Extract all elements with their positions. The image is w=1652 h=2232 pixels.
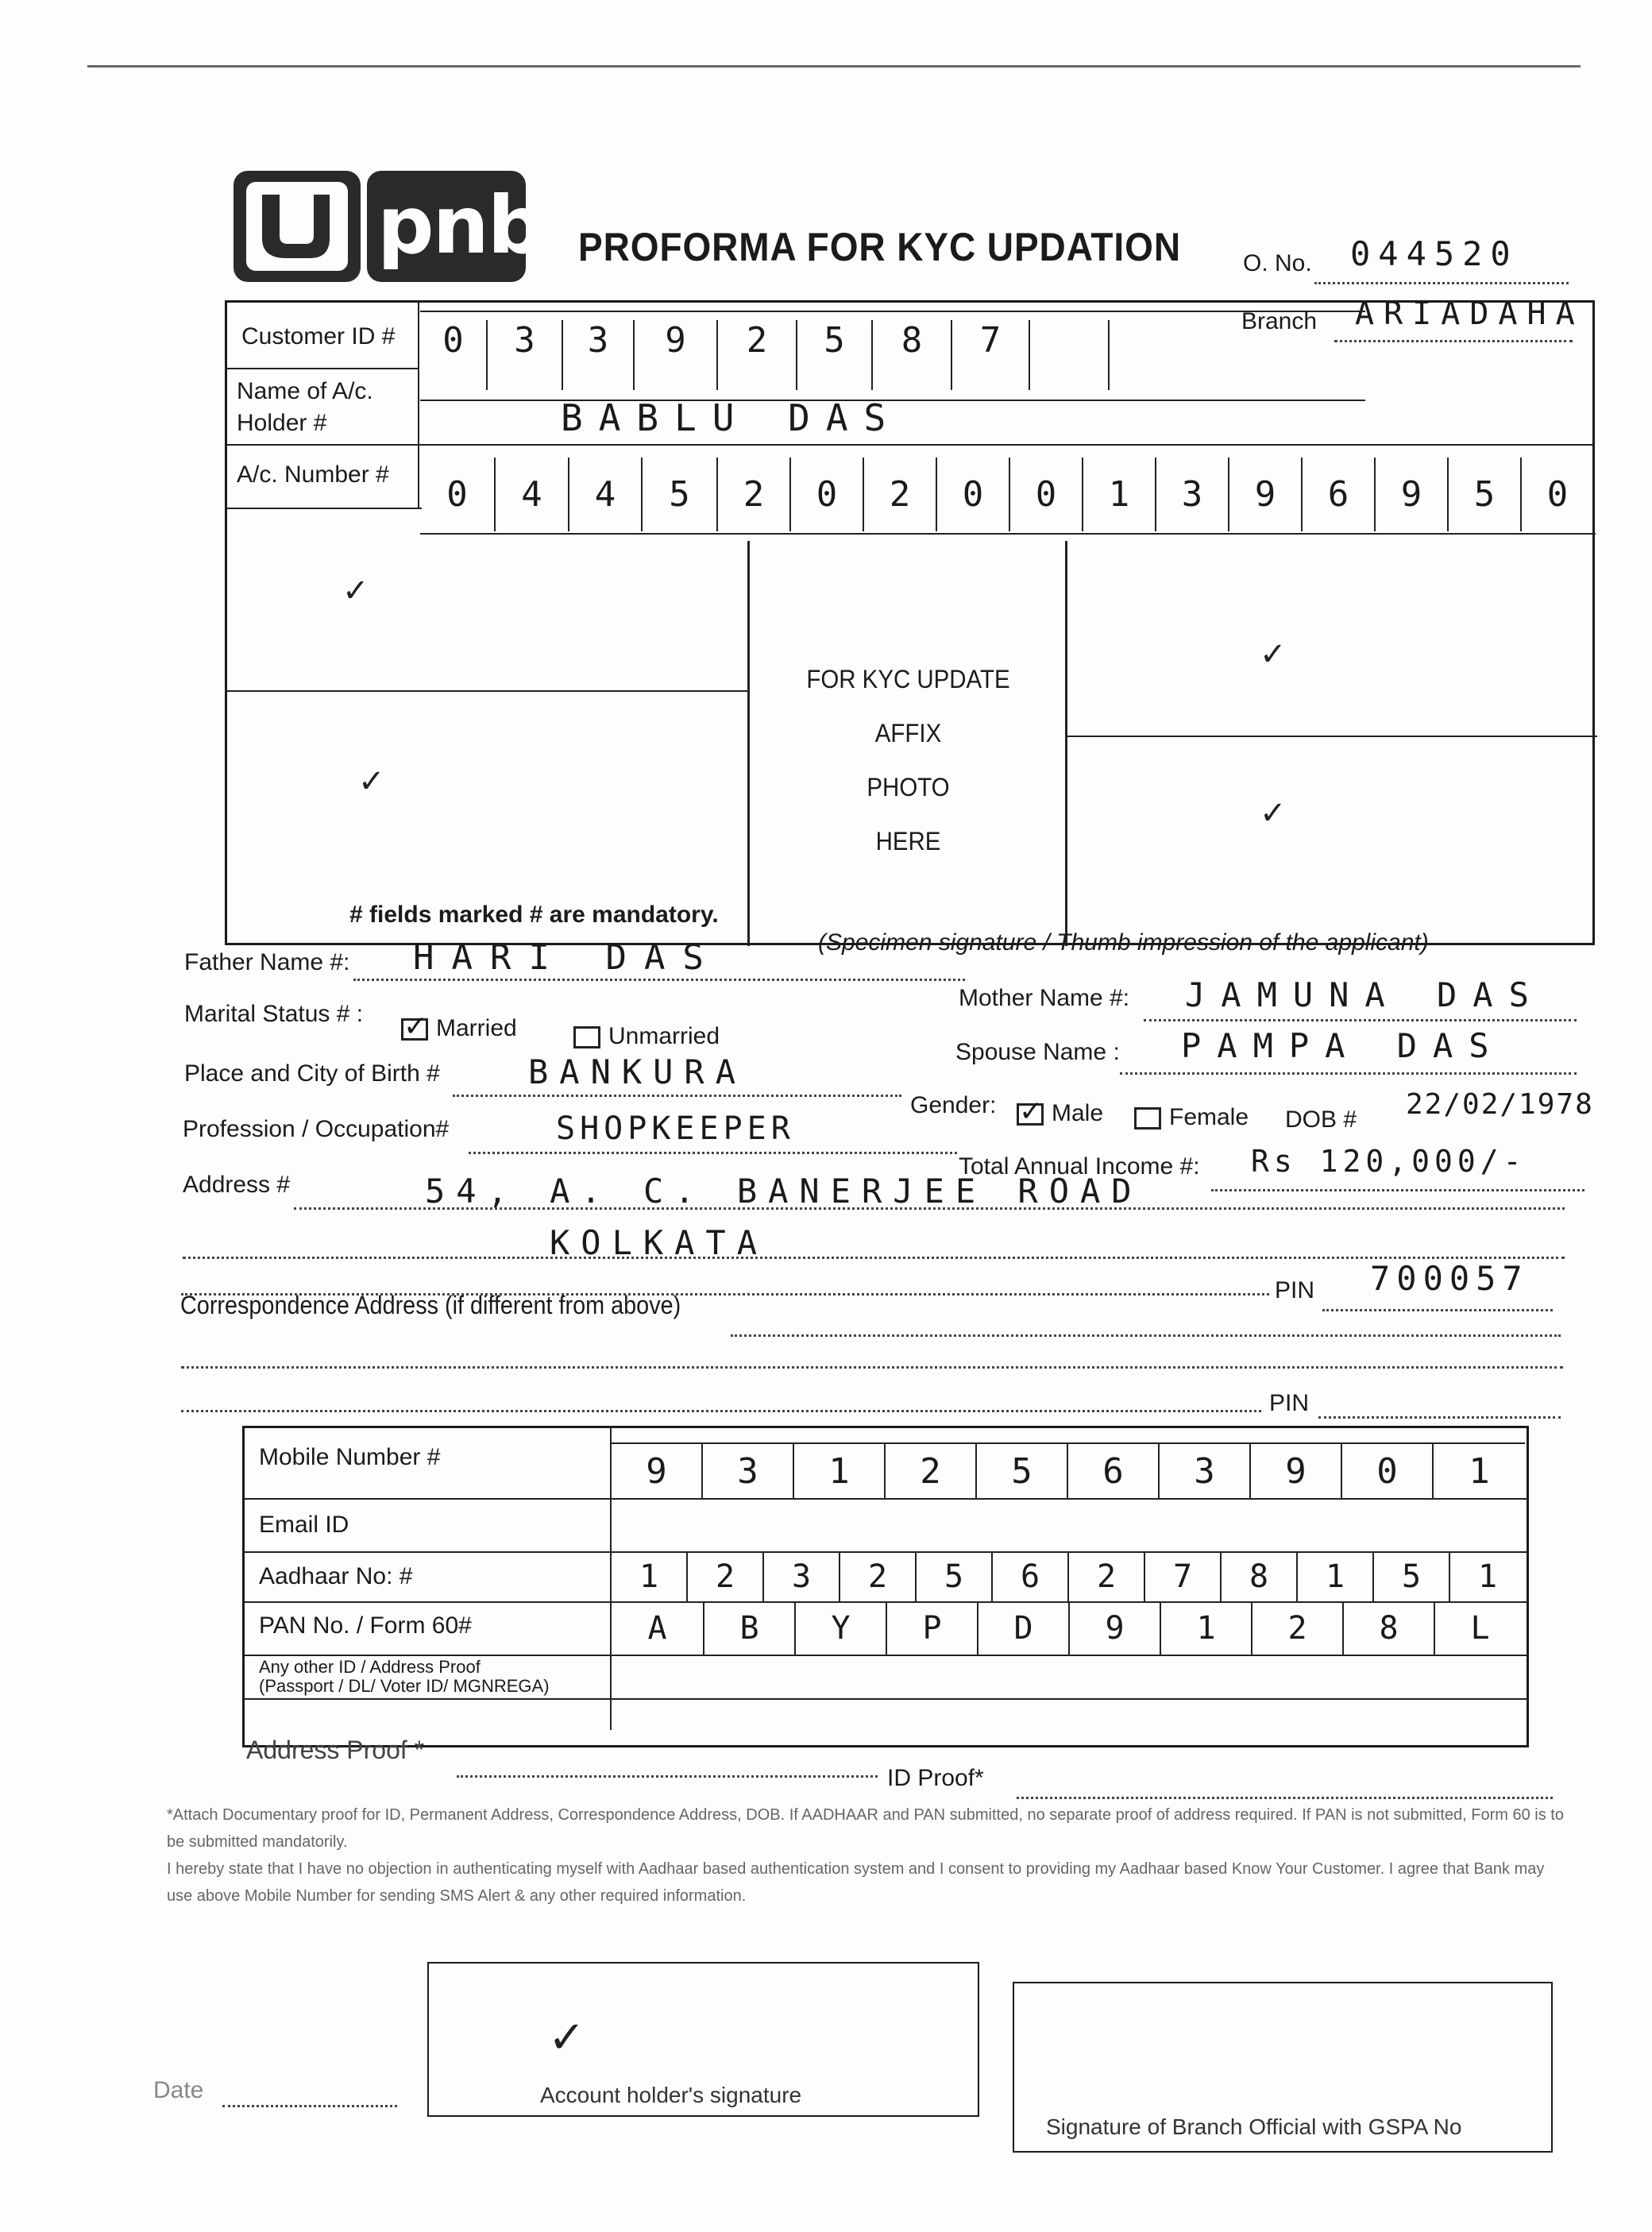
checkmark-icon: ✓ — [1019, 1095, 1044, 1128]
branch-signature-label: Signature of Branch Official with GSPA No — [1046, 2114, 1462, 2139]
corr-dotted-2 — [181, 1366, 1563, 1369]
ac-number-digit: 2 — [864, 458, 937, 531]
mobile-grid — [612, 1442, 1525, 1500]
aadhaar-digit: 8 — [1222, 1553, 1298, 1601]
mobile-label: Mobile Number # — [259, 1444, 441, 1470]
customer-id-label: Customer ID # — [241, 323, 396, 349]
row-divider — [227, 368, 418, 369]
customer-id-digit — [1030, 320, 1110, 390]
fine-print-2: I hereby state that I have no objection in authenticating myself with Aadhaar based authentication system and I consent to providing my Aadhaar based Know Your Customer. I agree that Bank may use above Mobile Number for sending SMS Alert & any other required information. — [167, 1860, 1545, 1905]
email-label: Email ID — [259, 1512, 349, 1538]
o-no-dotted — [1314, 282, 1569, 284]
pin-label: PIN — [1275, 1277, 1315, 1303]
mother-value: JAMUNA DAS — [1185, 975, 1545, 1014]
aadhaar-grid — [612, 1553, 1525, 1601]
address-proof-dotted — [457, 1775, 878, 1778]
checkmark-icon: ✓ — [342, 573, 369, 608]
gender-label: Gender: — [910, 1092, 997, 1118]
ac-number-digit: 4 — [569, 458, 643, 531]
mobile-digit: 9 — [612, 1444, 703, 1500]
ac-number-digit: 0 — [1546, 474, 1569, 515]
mother-label: Mother Name #: — [959, 985, 1130, 1011]
mobile-digit: 3 — [1160, 1444, 1251, 1500]
customer-id-grid — [420, 311, 1365, 401]
ac-number-digit: 4 — [496, 458, 569, 531]
o-no-label: O. No. — [1243, 250, 1312, 276]
ac-number-digit: 0 — [420, 458, 496, 531]
ac-number-digit: 0 — [937, 458, 1010, 531]
scan-edge-line — [87, 65, 1581, 68]
account-holder-signature-box — [427, 1962, 979, 2117]
dob-value: 22/02/1978 — [1406, 1088, 1594, 1121]
corr-dotted-3 — [181, 1410, 1261, 1412]
aadhaar-digit: 5 — [1374, 1553, 1450, 1601]
checkmark-icon: ✓ — [358, 764, 385, 799]
id-proof-dotted — [1017, 1797, 1553, 1799]
mobile-digit: 1 — [794, 1444, 886, 1500]
female-checkbox[interactable] — [1134, 1107, 1161, 1130]
father-value: HARI DAS — [413, 937, 721, 978]
branch-label: Branch — [1241, 308, 1318, 334]
customer-id-digit: 8 — [873, 320, 952, 390]
customer-id-digit: 3 — [563, 320, 635, 390]
aadhaar-digit: 5 — [917, 1553, 993, 1601]
sig-row-divider-right — [1067, 736, 1597, 737]
ac-number-digit: 5 — [643, 458, 718, 531]
income-dotted — [1211, 1189, 1584, 1191]
corr-pin-dotted — [1318, 1416, 1561, 1419]
pan-char: A — [612, 1603, 704, 1655]
sig-col-divider-right — [1065, 541, 1067, 946]
pan-char: 2 — [1253, 1603, 1344, 1655]
father-label: Father Name #: — [184, 949, 350, 975]
aadhaar-digit: 2 — [1069, 1553, 1145, 1601]
form-title: PROFORMA FOR KYC UPDATION — [578, 225, 1181, 269]
id-proof-label: ID Proof* — [887, 1765, 984, 1791]
sig-row-divider-left — [227, 690, 747, 692]
birth-label: Place and City of Birth # — [184, 1060, 440, 1087]
address-line2: KOLKATA — [550, 1223, 769, 1262]
name-label-line1: Name of A/c. — [237, 378, 373, 404]
spouse-value: PAMPA DAS — [1181, 1026, 1505, 1065]
profession-value: SHOPKEEPER — [556, 1110, 795, 1147]
account-table — [225, 300, 1595, 945]
date-dotted — [222, 2105, 397, 2107]
birth-dotted — [453, 1095, 901, 1097]
logo-text: pnb — [377, 179, 543, 272]
pan-char: 1 — [1161, 1603, 1253, 1655]
customer-id-digit: 9 — [635, 320, 718, 390]
mobile-digit: 0 — [1342, 1444, 1434, 1500]
pan-char: B — [704, 1603, 796, 1655]
male-option[interactable] — [1017, 1095, 1104, 1128]
pan-char: L — [1470, 1610, 1490, 1647]
ac-number-digit: 5 — [1449, 458, 1522, 531]
label-col-divider — [418, 303, 419, 509]
id-row-divider — [245, 1698, 1527, 1700]
branch-signature-box — [1013, 1982, 1553, 2153]
profession-dotted — [469, 1152, 957, 1154]
income-value: Rs 120,000/- — [1251, 1144, 1527, 1179]
father-dotted — [353, 979, 965, 981]
birth-value: BANKURA — [528, 1052, 747, 1091]
ac-number-digit: 2 — [718, 458, 791, 531]
unmarried-option[interactable] — [573, 1023, 720, 1050]
aadhaar-digit: 7 — [1145, 1553, 1222, 1601]
photo-line4: HERE — [875, 827, 941, 855]
aadhaar-digit: 2 — [840, 1553, 917, 1601]
checkmark-icon: ✓ — [403, 1010, 428, 1043]
checkmark-icon: ✓ — [1260, 796, 1287, 831]
other-id-label-line1: Any other ID / Address Proof — [259, 1657, 481, 1677]
aadhaar-digit: 3 — [764, 1553, 840, 1601]
aadhaar-digit: 1 — [612, 1553, 688, 1601]
ac-number-digit: 9 — [1376, 458, 1449, 531]
address-line1: 54, A. C. BANERJEE ROAD — [425, 1172, 1143, 1211]
mobile-digit: 3 — [703, 1444, 794, 1500]
unmarried-checkbox[interactable] — [573, 1026, 600, 1048]
sig-col-divider-left — [747, 541, 750, 946]
aadhaar-label: Aadhaar No: # — [259, 1563, 413, 1589]
mobile-digit: 2 — [886, 1444, 977, 1500]
pin-value: 700057 — [1370, 1259, 1529, 1298]
pan-char: 9 — [1070, 1603, 1161, 1655]
aadhaar-digit: 1 — [1477, 1558, 1498, 1595]
mobile-digit: 5 — [977, 1444, 1068, 1500]
date-label: Date — [153, 2077, 204, 2103]
ac-number-digit: 1 — [1083, 458, 1156, 531]
photo-line2: AFFIX — [874, 719, 942, 747]
corr-dotted-1 — [731, 1334, 1561, 1337]
account-holder-signature-label: Account holder's signature — [540, 2083, 802, 2107]
mobile-digit: 9 — [1251, 1444, 1342, 1500]
pin-dotted — [1322, 1309, 1553, 1311]
address-dotted-2 — [183, 1257, 1565, 1259]
female-option[interactable] — [1134, 1104, 1249, 1131]
ac-number-digit: 9 — [1229, 458, 1303, 531]
married-option[interactable] — [401, 1010, 517, 1043]
fine-print-1: *Attach Documentary proof for ID, Permanent Address, Correspondence Address, DOB. If AADHAAR and PAN submitted, no separate proof of address required. If PAN is not submitted, Form 60 is to be submitted mandatorily. — [167, 1806, 1564, 1851]
customer-id-digit: 5 — [797, 320, 873, 390]
ac-number-digit: 0 — [791, 458, 864, 531]
id-row-divider — [245, 1655, 1527, 1656]
aadhaar-digit: 6 — [993, 1553, 1069, 1601]
pan-grid — [612, 1603, 1525, 1655]
checkmark-icon: ✓ — [548, 2012, 585, 2062]
male-checkbox[interactable] — [1017, 1095, 1044, 1128]
pan-char: P — [887, 1603, 978, 1655]
female-label: Female — [1169, 1104, 1249, 1130]
specimen-note: (Specimen signature / Thumb impression of the applicant) — [818, 929, 1429, 956]
customer-id-digit: 7 — [952, 320, 1030, 390]
address-label: Address # — [183, 1172, 291, 1198]
mobile-digit: 1 — [1469, 1451, 1490, 1492]
ac-number-digit: 3 — [1156, 458, 1229, 531]
address-proof-label: Address Proof * — [246, 1736, 425, 1764]
pan-char: 8 — [1344, 1603, 1435, 1655]
pnb-logo — [230, 163, 543, 290]
photo-line1: FOR KYC UPDATE — [806, 665, 1010, 693]
aadhaar-digit: 2 — [688, 1553, 764, 1601]
mandatory-note: # fields marked # are mandatory. — [349, 902, 719, 928]
pan-char: Y — [796, 1603, 887, 1655]
row-divider — [227, 508, 422, 509]
dob-label: DOB # — [1285, 1106, 1357, 1133]
male-label: Male — [1052, 1100, 1104, 1126]
married-checkbox[interactable] — [401, 1010, 428, 1043]
spouse-dotted — [1120, 1072, 1577, 1075]
spouse-label: Spouse Name : — [955, 1039, 1120, 1065]
row-divider — [227, 444, 1593, 446]
corr-pin-label: PIN — [1269, 1390, 1310, 1416]
income-label: Total Annual Income #: — [959, 1153, 1200, 1180]
aadhaar-digit: 1 — [1298, 1553, 1374, 1601]
o-no-value: 044520 — [1350, 234, 1519, 273]
mobile-digit: 6 — [1068, 1444, 1160, 1500]
ac-number-digit: 6 — [1303, 458, 1376, 531]
pan-char: D — [978, 1603, 1070, 1655]
pan-label: PAN No. / Form 60# — [259, 1612, 472, 1639]
married-label: Married — [436, 1015, 517, 1041]
branch-value: ARIADAHA — [1355, 295, 1584, 332]
mother-dotted — [1144, 1019, 1577, 1021]
photo-placeholder — [764, 652, 1052, 868]
id-table — [242, 1426, 1529, 1747]
customer-id-digit: 3 — [488, 320, 563, 390]
unmarried-label: Unmarried — [608, 1023, 720, 1049]
corr-label: Correspondence Address (if different from above) — [180, 1291, 681, 1319]
customer-id-digit: 2 — [718, 320, 797, 390]
profession-label: Profession / Occupation# — [183, 1116, 450, 1142]
name-label-line2: Holder # — [237, 410, 327, 436]
account-holder-name: BABLU DAS — [561, 396, 902, 439]
marital-label: Marital Status # : — [184, 1001, 364, 1027]
checkmark-icon: ✓ — [1260, 637, 1287, 672]
customer-id-digit: 0 — [420, 320, 488, 390]
ac-number-label: A/c. Number # — [237, 461, 389, 488]
other-id-label-line2: (Passport / DL/ Voter ID/ MGNREGA) — [259, 1676, 550, 1696]
ac-number-grid — [420, 458, 1596, 535]
ac-number-digit: 0 — [1010, 458, 1083, 531]
photo-line3: PHOTO — [867, 773, 950, 801]
